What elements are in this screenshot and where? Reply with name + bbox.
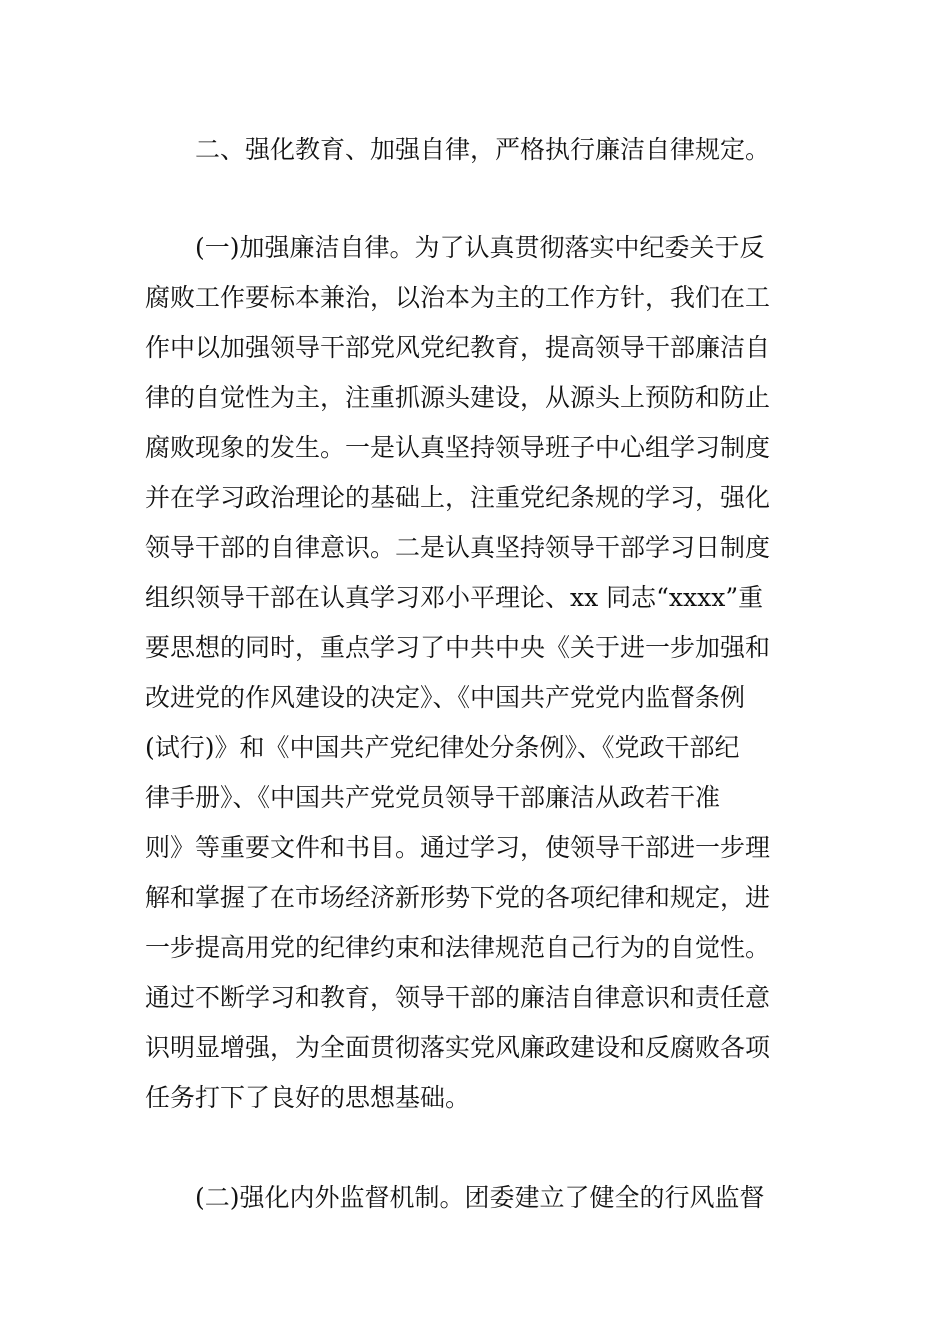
paragraph-line: 通过不断学习和教育，领导干部的廉洁自律意识和责任意 — [145, 983, 771, 1012]
section-heading: 二、强化教育、加强自律，严格执行廉洁自律规定。 — [195, 135, 771, 164]
paragraph-line: (一)加强廉洁自律。为了认真贯彻落实中纪委关于反 — [195, 233, 765, 262]
paragraph-line: 识明显增强，为全面贯彻落实党风廉政建设和反腐败各项 — [145, 1033, 771, 1062]
paragraph-line: 律的自觉性为主，注重抓源头建设，从源头上预防和防止 — [145, 383, 771, 412]
paragraph-line: 领导干部的自律意识。二是认真坚持领导干部学习日制度 — [145, 533, 771, 562]
paragraph-line: (试行)》和《中国共产党纪律处分条例》、《党政干部纪 — [145, 733, 740, 762]
paragraph-line: 要思想的同时，重点学习了中共中央《关于进一步加强和 — [145, 633, 771, 662]
paragraph-line: 任务打下了良好的思想基础。 — [145, 1083, 471, 1112]
paragraph-1 — [145, 223, 810, 1123]
paragraph-line: 一步提高用党的纪律约束和法律规范自己行为的自觉性。 — [145, 933, 771, 962]
paragraph-line: 作中以加强领导干部党风党纪教育，提高领导干部廉洁自 — [145, 333, 771, 362]
paragraph-line: 腐败现象的发生。一是认真坚持领导班子中心组学习制度 — [145, 433, 771, 462]
paragraph-line: 腐败工作要标本兼治，以治本为主的工作方针，我们在工 — [145, 283, 771, 312]
paragraph-line: 则》等重要文件和书目。通过学习，使领导干部进一步理 — [145, 833, 771, 862]
paragraph-2 — [145, 1173, 810, 1223]
paragraph-line: 解和掌握了在市场经济新形势下党的各项纪律和规定，进 — [145, 883, 771, 912]
paragraph-line: 律手册》、《中国共产党党员领导干部廉洁从政若干准 — [145, 783, 721, 812]
paragraph-line: 改进党的作风建设的决定》、《中国共产党党内监督条例 — [145, 683, 746, 712]
paragraph-line: 组织领导干部在认真学习邓小平理论、xx 同志“xxxx”重 — [145, 583, 764, 612]
paragraph-line: (二)强化内外监督机制。团委建立了健全的行风监督 — [195, 1183, 765, 1212]
paragraph-line: 并在学习政治理论的基础上，注重党纪条规的学习，强化 — [145, 483, 771, 512]
